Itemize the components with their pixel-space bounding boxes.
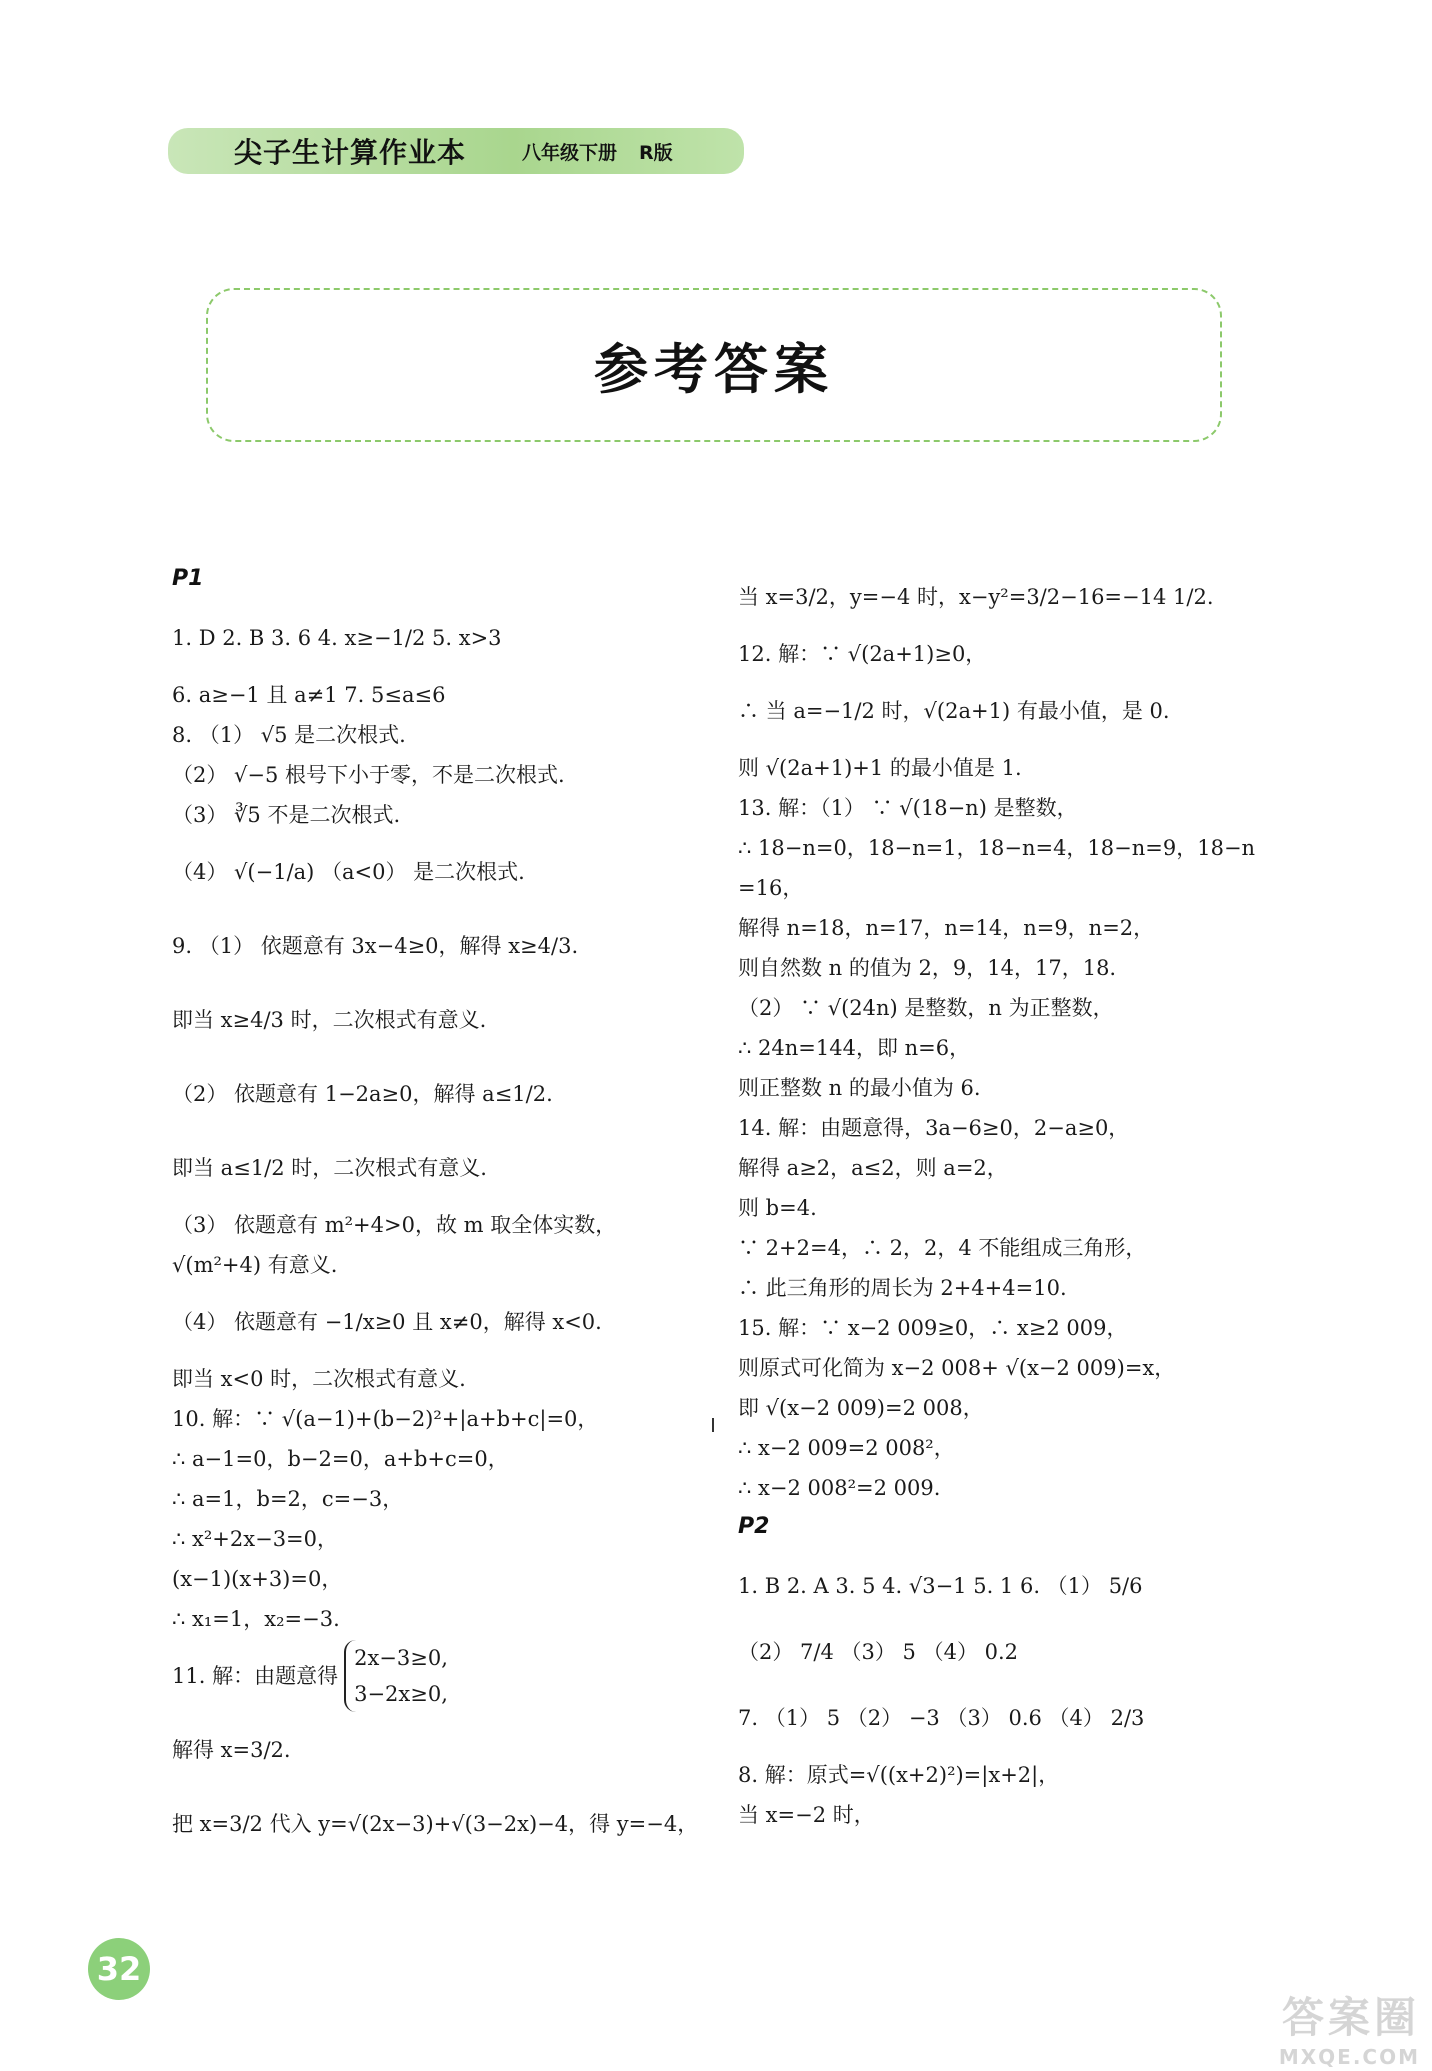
answer-line: ∴ x−2 009=2 008²， bbox=[738, 1436, 955, 1460]
answer-line: （2） 7/4 （3） 5 （4） 0.2 bbox=[738, 1640, 1019, 1664]
answer-line: √(m²+4) 有意义. bbox=[172, 1253, 338, 1277]
answer-line: 8. 解：原式=√((x+2)²)=|x+2|， bbox=[738, 1763, 1060, 1787]
answer-line: 解得 a≥2，a≤2，则 a=2， bbox=[738, 1156, 1008, 1180]
page-number-badge bbox=[88, 1938, 150, 2000]
watermark-text: 答案圈 bbox=[1281, 1993, 1420, 2042]
answer-line: （3） ∛5 不是二次根式. bbox=[172, 803, 401, 827]
answer-line: 12. 解：∵ √(2a+1)≥0， bbox=[738, 642, 987, 666]
answer-line: ∵ 2+2=4，∴ 2，2，4 不能组成三角形， bbox=[738, 1236, 1147, 1260]
answer-line: ∴ 18−n=0，18−n=1，18−n=4，18−n=9，18−n bbox=[738, 836, 1256, 860]
answer-line: 即当 x≥4/3 时，二次根式有意义. bbox=[172, 1008, 487, 1032]
answer-line: 11. 解：由题意得 bbox=[172, 1664, 339, 1688]
answer-line: 则原式可化简为 x−2 008+ √(x−2 009)=x， bbox=[738, 1356, 1176, 1380]
answer-line: (x−1)(x+3)=0， bbox=[172, 1567, 343, 1591]
header-banner bbox=[168, 128, 744, 174]
system-row: 2x−3≥0, bbox=[354, 1646, 448, 1670]
answer-line: 8. （1） √5 是二次根式. bbox=[172, 723, 406, 747]
answer-line: ∴ 此三角形的周长为 2+4+4=10. bbox=[738, 1276, 1067, 1300]
answer-line: ∴ a=1，b=2，c=−3， bbox=[172, 1487, 404, 1511]
answer-line: 14. 解：由题意得，3a−6≥0，2−a≥0， bbox=[738, 1116, 1130, 1140]
section-heading-p1: P1 bbox=[172, 566, 204, 591]
answer-line: ∴ x−2 008²=2 009. bbox=[738, 1476, 941, 1500]
answer-line: 7. （1） 5 （2） −3 （3） 0.6 （4） 2/3 bbox=[738, 1706, 1145, 1730]
answer-line: ∴ x²+2x−3=0， bbox=[172, 1527, 339, 1551]
answer-line: 15. 解：∵ x−2 009≥0，∴ x≥2 009， bbox=[738, 1316, 1128, 1340]
answer-line: 解得 x=3/2. bbox=[172, 1738, 291, 1762]
answer-line: 把 x=3/2 代入 y=√(2x−3)+√(3−2x)−4，得 y=−4， bbox=[172, 1812, 699, 1836]
answer-line: 则正整数 n 的最小值为 6. bbox=[738, 1076, 981, 1100]
answer-line: 则 √(2a+1)+1 的最小值是 1. bbox=[738, 756, 1022, 780]
answer-line-system bbox=[172, 1639, 702, 1713]
answer-line: ∴ 24n=144，即 n=6， bbox=[738, 1036, 971, 1060]
answer-line: （2） √−5 根号下小于零，不是二次根式. bbox=[172, 763, 565, 787]
answer-line: ∴ 当 a=−1/2 时，√(2a+1) 有最小值，是 0. bbox=[738, 699, 1170, 723]
answer-line: 则 b=4. bbox=[738, 1196, 817, 1220]
edition-label: R版 bbox=[639, 141, 673, 164]
answer-line: 1. B 2. A 3. 5 4. √3−1 5. 1 6. （1） 5/6 bbox=[738, 1574, 1143, 1598]
system-row: 3−2x≥0, bbox=[354, 1682, 448, 1706]
answer-line: 则自然数 n 的值为 2，9，14，17，18. bbox=[738, 956, 1117, 980]
answer-line: （2） 依题意有 1−2a≥0，解得 a≤1/2. bbox=[172, 1082, 553, 1106]
answer-line: 解得 n=18，n=17，n=14，n=9，n=2， bbox=[738, 916, 1155, 940]
watermark-url: MXQE.COM bbox=[1278, 2045, 1420, 2069]
answer-line: （3） 依题意有 m²+4>0，故 m 取全体实数， bbox=[172, 1213, 617, 1237]
answer-line: （2） ∵ √(24n) 是整数，n 为正整数， bbox=[738, 996, 1114, 1020]
grade-label: 八年级下册 bbox=[522, 141, 618, 164]
answer-line: 1. D 2. B 3. 6 4. x≥−1/2 5. x>3 bbox=[172, 626, 502, 650]
answer-line: ∴ a−1=0，b−2=0，a+b+c=0， bbox=[172, 1447, 509, 1471]
answer-line: 即当 x<0 时，二次根式有意义. bbox=[172, 1367, 466, 1391]
page-number: 32 bbox=[96, 1950, 142, 1988]
section-heading-p2: P2 bbox=[738, 1514, 770, 1539]
answer-line: 6. a≥−1 且 a≠1 7. 5≤a≤6 bbox=[172, 683, 446, 707]
answer-line: （4） 依题意有 −1/x≥0 且 x≠0，解得 x<0. bbox=[172, 1310, 602, 1334]
answer-line: 13. 解：（1） ∵ √(18−n) 是整数， bbox=[738, 796, 1078, 820]
answer-line: 即当 a≤1/2 时，二次根式有意义. bbox=[172, 1156, 487, 1180]
answer-line: ∴ x₁=1，x₂=−3. bbox=[172, 1607, 340, 1631]
answer-line: 10. 解：∵ √(a−1)+(b−2)²+|a+b+c|=0， bbox=[172, 1407, 599, 1431]
answer-line: 即 √(x−2 009)=2 008， bbox=[738, 1396, 984, 1420]
watermark-logo bbox=[1140, 1985, 1420, 2069]
answer-line: 当 x=3/2，y=−4 时，x−y²=3/2−16=−14 1/2. bbox=[738, 585, 1214, 609]
answer-line: 9. （1） 依题意有 3x−4≥0，解得 x≥4/3. bbox=[172, 934, 579, 958]
title-box bbox=[206, 288, 1222, 442]
answer-line: =16， bbox=[738, 876, 804, 900]
right-column bbox=[738, 560, 1298, 1835]
answer-line: （4） √(−1/a) （a<0） 是二次根式. bbox=[172, 860, 525, 884]
column-divider-mark bbox=[712, 1418, 714, 1432]
page-title: 参考答案 bbox=[594, 337, 834, 401]
left-column bbox=[172, 560, 702, 1861]
book-title: 尖子生计算作业本 bbox=[234, 136, 467, 169]
equation-system bbox=[344, 1640, 448, 1712]
answer-line: 当 x=−2 时， bbox=[738, 1803, 875, 1827]
